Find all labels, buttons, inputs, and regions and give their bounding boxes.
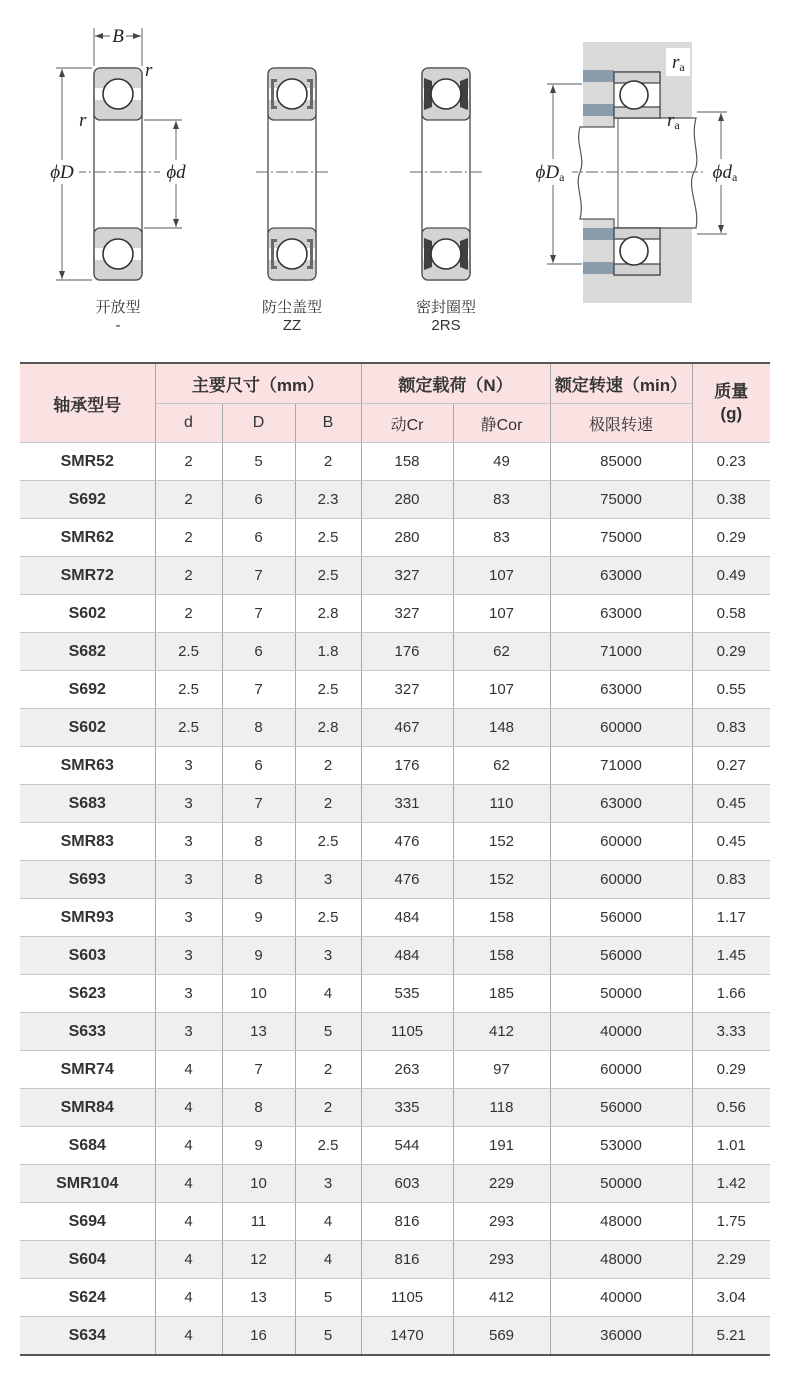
cell-width: 2.8 [295, 709, 361, 747]
cell-width: 4 [295, 1203, 361, 1241]
cell-dynamic-load: 1105 [361, 1013, 453, 1051]
diagram-type-code: - [115, 317, 121, 334]
cell-static-load: 152 [453, 823, 550, 861]
housing-shoulder-diameter-label: ϕDa [535, 162, 565, 184]
table-body [20, 443, 770, 1356]
cell-model: S683 [20, 785, 155, 823]
cell-model: SMR83 [20, 823, 155, 861]
diagram-type-name: 防尘盖型 [261, 299, 322, 316]
table-row [20, 519, 770, 557]
cell-model: S633 [20, 1013, 155, 1051]
cell-dynamic-load: 1470 [361, 1317, 453, 1356]
cell-bore: 2 [155, 443, 222, 481]
cell-limit-speed: 48000 [550, 1203, 692, 1241]
cell-limit-speed: 85000 [550, 443, 692, 481]
cell-bore: 4 [155, 1203, 222, 1241]
cell-dynamic-load: 158 [361, 443, 453, 481]
cell-bore: 3 [155, 1013, 222, 1051]
ball [277, 239, 307, 269]
cell-dynamic-load: 176 [361, 633, 453, 671]
cell-outer-diameter: 6 [222, 747, 295, 785]
cell-model: SMR104 [20, 1165, 155, 1203]
shaft-shoulder-diameter-label: ϕda [712, 162, 738, 184]
cell-width: 2.5 [295, 1127, 361, 1165]
cell-outer-diameter: 8 [222, 709, 295, 747]
cell-limit-speed: 56000 [550, 1089, 692, 1127]
cell-static-load: 83 [453, 519, 550, 557]
cell-dynamic-load: 327 [361, 557, 453, 595]
table-row [20, 1013, 770, 1051]
cell-outer-diameter: 7 [222, 671, 295, 709]
shielded-type-caption [237, 299, 347, 335]
cell-mass: 0.29 [692, 519, 770, 557]
cell-mass: 0.49 [692, 557, 770, 595]
cell-dynamic-load: 327 [361, 595, 453, 633]
outer-diameter-column-header: D [222, 404, 295, 443]
table-row [20, 595, 770, 633]
bearing-diagrams [0, 0, 790, 350]
cell-limit-speed: 48000 [550, 1241, 692, 1279]
limit-speed-column-header: 极限转速 [550, 404, 692, 443]
cell-mass: 0.29 [692, 633, 770, 671]
shielded-zz-bearing-drawing [256, 68, 328, 280]
cell-bore: 4 [155, 1127, 222, 1165]
cell-dynamic-load: 816 [361, 1241, 453, 1279]
cell-static-load: 229 [453, 1165, 550, 1203]
cell-dynamic-load: 603 [361, 1165, 453, 1203]
table-row [20, 1051, 770, 1089]
cell-dynamic-load: 816 [361, 1203, 453, 1241]
cell-dynamic-load: 280 [361, 481, 453, 519]
cell-mass: 1.66 [692, 975, 770, 1013]
cell-dynamic-load: 535 [361, 975, 453, 1013]
cell-limit-speed: 60000 [550, 709, 692, 747]
cell-mass: 0.58 [692, 595, 770, 633]
cell-mass: 1.45 [692, 937, 770, 975]
cell-model: S602 [20, 595, 155, 633]
cell-limit-speed: 36000 [550, 1317, 692, 1356]
cell-static-load: 412 [453, 1279, 550, 1317]
cell-width: 2.8 [295, 595, 361, 633]
cell-mass: 0.83 [692, 861, 770, 899]
cell-dynamic-load: 263 [361, 1051, 453, 1089]
cell-limit-speed: 75000 [550, 519, 692, 557]
cell-static-load: 158 [453, 937, 550, 975]
mass-header-unit: (g) [720, 404, 743, 423]
table-row [20, 1165, 770, 1203]
table-row [20, 899, 770, 937]
cell-width: 2 [295, 747, 361, 785]
cell-limit-speed: 40000 [550, 1013, 692, 1051]
cell-model: SMR52 [20, 443, 155, 481]
table-row [20, 1089, 770, 1127]
cell-model: SMR62 [20, 519, 155, 557]
mounting-dimensions-drawing [530, 42, 746, 303]
cell-static-load: 83 [453, 481, 550, 519]
outer-ring-section [614, 264, 660, 275]
cell-width: 2 [295, 785, 361, 823]
cell-width: 2.5 [295, 823, 361, 861]
width-column-header: B [295, 404, 361, 443]
mass-header-label: 质量 [714, 382, 749, 401]
cell-mass: 0.55 [692, 671, 770, 709]
cell-limit-speed: 71000 [550, 747, 692, 785]
cell-static-load: 97 [453, 1051, 550, 1089]
cell-static-load: 158 [453, 899, 550, 937]
load-group-header: 额定载荷（N） [361, 363, 550, 404]
cell-width: 3 [295, 861, 361, 899]
cell-dynamic-load: 1105 [361, 1279, 453, 1317]
cell-static-load: 62 [453, 633, 550, 671]
outer-diameter-label: ϕD [50, 162, 74, 183]
cell-model: S634 [20, 1317, 155, 1356]
cell-outer-diameter: 8 [222, 823, 295, 861]
cell-outer-diameter: 7 [222, 785, 295, 823]
shaft-fillet-label: ra [667, 110, 680, 132]
cell-static-load: 110 [453, 785, 550, 823]
cell-model: S684 [20, 1127, 155, 1165]
housing-strip [583, 228, 614, 240]
cell-mass: 0.27 [692, 747, 770, 785]
table-row [20, 1241, 770, 1279]
inner-corner-radius-label: r [79, 110, 87, 131]
diagram-type-code: ZZ [282, 317, 302, 334]
cell-model: S693 [20, 861, 155, 899]
open-type-caption [63, 299, 173, 335]
cell-width: 1.8 [295, 633, 361, 671]
ball [431, 239, 461, 269]
cell-static-load: 152 [453, 861, 550, 899]
cell-model: SMR63 [20, 747, 155, 785]
diagram-type-name: 开放型 [95, 299, 141, 316]
cell-bore: 3 [155, 899, 222, 937]
cell-static-load: 107 [453, 595, 550, 633]
cell-width: 3 [295, 937, 361, 975]
cell-limit-speed: 53000 [550, 1127, 692, 1165]
ball [620, 81, 648, 109]
cell-dynamic-load: 544 [361, 1127, 453, 1165]
table-row [20, 671, 770, 709]
cell-bore: 4 [155, 1051, 222, 1089]
cell-limit-speed: 60000 [550, 1051, 692, 1089]
table-row [20, 937, 770, 975]
cell-limit-speed: 56000 [550, 937, 692, 975]
cell-limit-speed: 40000 [550, 1279, 692, 1317]
cell-dynamic-load: 280 [361, 519, 453, 557]
cell-limit-speed: 63000 [550, 785, 692, 823]
cell-mass: 2.29 [692, 1241, 770, 1279]
cell-mass: 0.29 [692, 1051, 770, 1089]
cell-limit-speed: 56000 [550, 899, 692, 937]
cell-limit-speed: 63000 [550, 557, 692, 595]
table-row [20, 975, 770, 1013]
cell-limit-speed: 60000 [550, 861, 692, 899]
cell-dynamic-load: 335 [361, 1089, 453, 1127]
cell-mass: 3.04 [692, 1279, 770, 1317]
diagram-type-name: 密封圈型 [415, 299, 476, 316]
cell-outer-diameter: 7 [222, 1051, 295, 1089]
cell-mass: 0.23 [692, 443, 770, 481]
cell-model: S623 [20, 975, 155, 1013]
cell-static-load: 293 [453, 1241, 550, 1279]
dynamic-load-column-header: 动Cr [361, 404, 453, 443]
cell-mass: 1.75 [692, 1203, 770, 1241]
cell-mass: 0.38 [692, 481, 770, 519]
table-row [20, 1279, 770, 1317]
cell-bore: 4 [155, 1317, 222, 1356]
header-row [20, 363, 770, 404]
cell-static-load: 118 [453, 1089, 550, 1127]
table-row [20, 747, 770, 785]
cell-outer-diameter: 5 [222, 443, 295, 481]
ball [103, 239, 133, 269]
outer-corner-radius-label: r [145, 60, 153, 81]
cell-model: S604 [20, 1241, 155, 1279]
housing-strip [583, 262, 614, 274]
cell-outer-diameter: 10 [222, 975, 295, 1013]
cell-static-load: 293 [453, 1203, 550, 1241]
cell-static-load: 107 [453, 671, 550, 709]
ball [620, 237, 648, 265]
housing-strip [583, 104, 614, 116]
cell-outer-diameter: 6 [222, 519, 295, 557]
cell-width: 2.5 [295, 899, 361, 937]
cell-dynamic-load: 484 [361, 937, 453, 975]
housing-fillet-label: ra [672, 52, 685, 74]
cell-outer-diameter: 9 [222, 937, 295, 975]
cell-width: 2 [295, 1051, 361, 1089]
cell-width: 4 [295, 1241, 361, 1279]
table-row [20, 785, 770, 823]
cell-limit-speed: 75000 [550, 481, 692, 519]
cell-limit-speed: 71000 [550, 633, 692, 671]
cell-mass: 0.45 [692, 823, 770, 861]
ball [277, 79, 307, 109]
cell-outer-diameter: 13 [222, 1013, 295, 1051]
cell-mass: 0.83 [692, 709, 770, 747]
cell-static-load: 185 [453, 975, 550, 1013]
cell-width: 2.3 [295, 481, 361, 519]
cell-mass: 1.42 [692, 1165, 770, 1203]
cell-width: 2.5 [295, 671, 361, 709]
cell-width: 4 [295, 975, 361, 1013]
cell-dynamic-load: 484 [361, 899, 453, 937]
cell-dynamic-load: 476 [361, 823, 453, 861]
cell-static-load: 569 [453, 1317, 550, 1356]
cell-mass: 3.33 [692, 1013, 770, 1051]
table-row [20, 861, 770, 899]
cell-outer-diameter: 7 [222, 557, 295, 595]
cell-model: SMR84 [20, 1089, 155, 1127]
sealed-2rs-bearing-drawing [410, 68, 484, 280]
cell-outer-diameter: 6 [222, 481, 295, 519]
cell-dynamic-load: 331 [361, 785, 453, 823]
cell-width: 2 [295, 443, 361, 481]
cell-bore: 4 [155, 1279, 222, 1317]
cell-outer-diameter: 8 [222, 1089, 295, 1127]
cell-outer-diameter: 12 [222, 1241, 295, 1279]
cell-outer-diameter: 8 [222, 861, 295, 899]
cell-outer-diameter: 13 [222, 1279, 295, 1317]
cell-width: 5 [295, 1317, 361, 1356]
cell-bore: 4 [155, 1241, 222, 1279]
cell-dynamic-load: 467 [361, 709, 453, 747]
cell-outer-diameter: 9 [222, 899, 295, 937]
cell-outer-diameter: 9 [222, 1127, 295, 1165]
cell-model: S624 [20, 1279, 155, 1317]
cell-limit-speed: 63000 [550, 671, 692, 709]
cell-model: S682 [20, 633, 155, 671]
cell-bore: 3 [155, 937, 222, 975]
cell-bore: 4 [155, 1165, 222, 1203]
cell-mass: 0.56 [692, 1089, 770, 1127]
cell-model: SMR74 [20, 1051, 155, 1089]
cell-bore: 2 [155, 595, 222, 633]
cell-outer-diameter: 10 [222, 1165, 295, 1203]
model-column-header: 轴承型号 [20, 363, 155, 443]
cell-model: SMR72 [20, 557, 155, 595]
cell-width: 2 [295, 1089, 361, 1127]
bearing-spec-table [20, 362, 770, 1356]
cell-model: S692 [20, 671, 155, 709]
cell-limit-speed: 60000 [550, 823, 692, 861]
width-dimension-label: B [112, 26, 124, 47]
cell-bore: 2.5 [155, 709, 222, 747]
cell-bore: 3 [155, 747, 222, 785]
dimensions-group-header: 主要尺寸（mm） [155, 363, 361, 404]
cell-width: 5 [295, 1279, 361, 1317]
table-row [20, 1203, 770, 1241]
cell-dynamic-load: 476 [361, 861, 453, 899]
static-load-column-header: 静Cor [453, 404, 550, 443]
diagram-type-code: 2RS [431, 317, 461, 334]
cell-dynamic-load: 327 [361, 671, 453, 709]
cell-width: 5 [295, 1013, 361, 1051]
housing-strip [583, 70, 614, 82]
cell-static-load: 412 [453, 1013, 550, 1051]
cell-outer-diameter: 16 [222, 1317, 295, 1356]
sealed-type-caption [391, 299, 501, 335]
cell-limit-speed: 50000 [550, 975, 692, 1013]
cell-bore: 4 [155, 1089, 222, 1127]
shaft [578, 118, 697, 228]
cell-model: S694 [20, 1203, 155, 1241]
bore-column-header: d [155, 404, 222, 443]
table-row [20, 633, 770, 671]
cell-bore: 3 [155, 861, 222, 899]
table-row [20, 1127, 770, 1165]
cell-static-load: 49 [453, 443, 550, 481]
cell-outer-diameter: 7 [222, 595, 295, 633]
cell-bore: 2 [155, 519, 222, 557]
open-type-bearing-drawing [45, 26, 192, 280]
table-row [20, 481, 770, 519]
table-header [20, 363, 770, 443]
cell-static-load: 148 [453, 709, 550, 747]
cell-width: 2.5 [295, 557, 361, 595]
table-row [20, 709, 770, 747]
bore-diameter-label: ϕd [166, 162, 186, 183]
cell-dynamic-load: 176 [361, 747, 453, 785]
cell-static-load: 62 [453, 747, 550, 785]
cell-limit-speed: 63000 [550, 595, 692, 633]
ball [431, 79, 461, 109]
speed-group-header: 额定转速（min） [550, 363, 692, 404]
table-row [20, 443, 770, 481]
cell-outer-diameter: 6 [222, 633, 295, 671]
cell-mass: 5.21 [692, 1317, 770, 1356]
cell-bore: 2.5 [155, 633, 222, 671]
table-row [20, 557, 770, 595]
cell-bore: 2.5 [155, 671, 222, 709]
cell-limit-speed: 50000 [550, 1165, 692, 1203]
cell-width: 3 [295, 1165, 361, 1203]
cell-mass: 1.17 [692, 899, 770, 937]
cell-model: S602 [20, 709, 155, 747]
cell-outer-diameter: 11 [222, 1203, 295, 1241]
cell-bore: 3 [155, 785, 222, 823]
cell-bore: 2 [155, 557, 222, 595]
cell-model: S692 [20, 481, 155, 519]
table-row [20, 823, 770, 861]
ball [103, 79, 133, 109]
table-row [20, 1317, 770, 1356]
cell-bore: 3 [155, 975, 222, 1013]
cell-bore: 3 [155, 823, 222, 861]
cell-static-load: 107 [453, 557, 550, 595]
cell-static-load: 191 [453, 1127, 550, 1165]
cell-mass: 0.45 [692, 785, 770, 823]
cell-width: 2.5 [295, 519, 361, 557]
mass-column-header [692, 363, 770, 443]
cell-model: S603 [20, 937, 155, 975]
cell-bore: 2 [155, 481, 222, 519]
cell-mass: 1.01 [692, 1127, 770, 1165]
cell-model: SMR93 [20, 899, 155, 937]
